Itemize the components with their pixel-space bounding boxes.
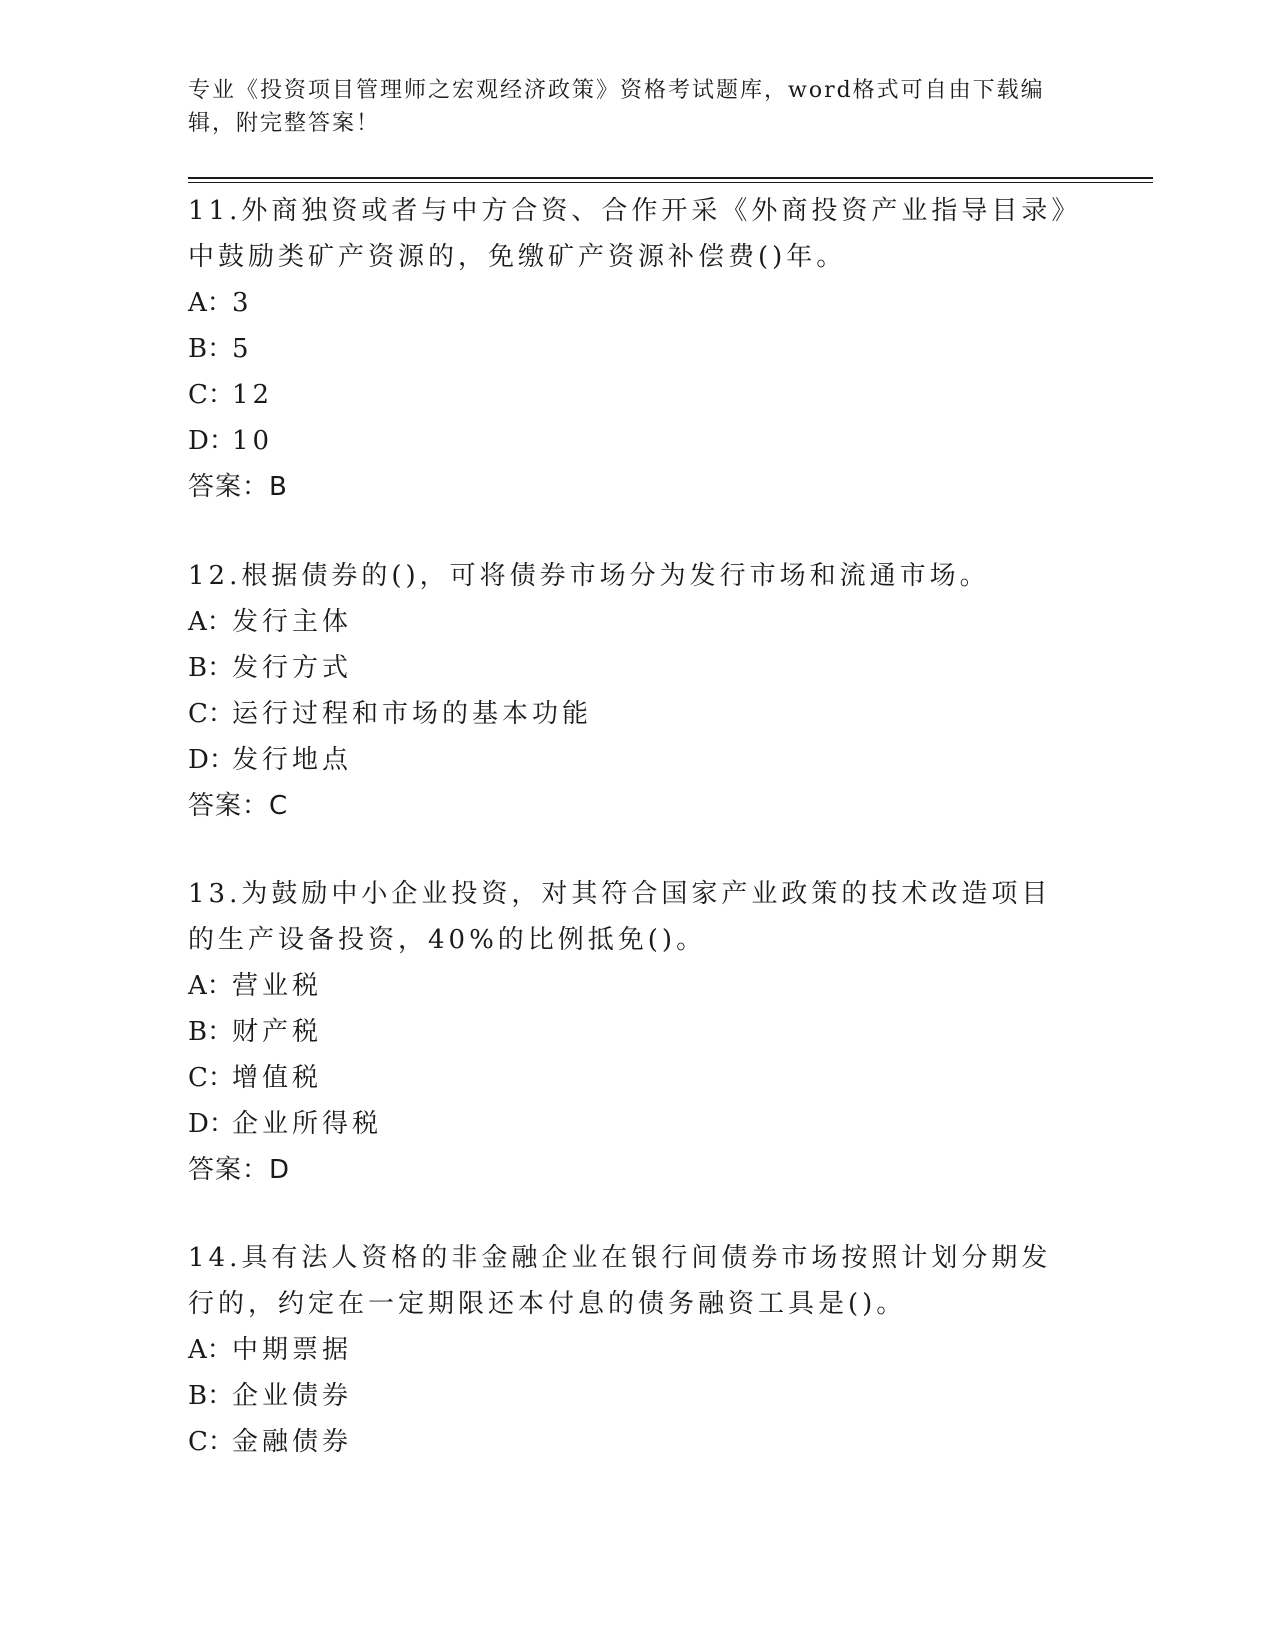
option-b [188, 1373, 1078, 1419]
option-d [188, 1101, 1078, 1147]
option-text: 12 [232, 380, 274, 410]
option-text: 金融债券 [232, 1427, 353, 1457]
header-rule-thin [188, 182, 1153, 183]
question-stem: 13.为鼓励中小企业投资，对其符合国家产业政策的技术改造项目的生产设备投资，40%的比例抵免()。 [188, 879, 1052, 955]
answer-line: 答案：D [188, 1155, 291, 1185]
option-key: A： [188, 971, 233, 1001]
option-text: 10 [232, 426, 274, 456]
option-a [188, 599, 1078, 645]
question-stem: 14.具有法人资格的非金融企业在银行间债券市场按照计划分期发行的，约定在一定期限还本付息的债务融资工具是()。 [188, 1243, 1052, 1319]
answer-line: 答案：C [188, 791, 289, 821]
option-key: B： [188, 653, 234, 683]
option-key: A： [188, 288, 233, 318]
option-text: 财产税 [232, 1017, 323, 1047]
option-b [188, 1009, 1078, 1055]
option-key: B： [188, 1017, 234, 1047]
option-key: C： [188, 1427, 234, 1457]
option-key: A： [188, 607, 233, 637]
option-text: 企业所得税 [232, 1109, 383, 1139]
question-11 [188, 188, 1078, 510]
header-rule-thick [188, 177, 1153, 179]
question-14 [188, 1235, 1078, 1465]
option-key: C： [188, 699, 234, 729]
option-text: 发行方式 [232, 653, 353, 683]
option-d [188, 737, 1078, 783]
question-12 [188, 553, 1078, 829]
option-key: D： [188, 745, 235, 775]
option-text: 发行地点 [232, 745, 353, 775]
option-text: 3 [232, 288, 253, 318]
option-text: 发行主体 [232, 607, 353, 637]
option-a [188, 280, 1078, 326]
option-c [188, 372, 1078, 418]
option-key: C： [188, 1063, 234, 1093]
option-a [188, 963, 1078, 1009]
option-text: 增值税 [232, 1063, 323, 1093]
answer-line: 答案：B [188, 472, 288, 502]
question-stem: 12.根据债券的()，可将债券市场分为发行市场和流通市场。 [188, 561, 990, 591]
option-a [188, 1327, 1078, 1373]
option-d [188, 418, 1078, 464]
option-key: D： [188, 1109, 235, 1139]
option-key: A： [188, 1335, 233, 1365]
option-text: 运行过程和市场的基本功能 [232, 699, 593, 729]
option-text: 企业债券 [232, 1381, 353, 1411]
option-c [188, 1055, 1078, 1101]
option-text: 5 [232, 334, 253, 364]
option-c [188, 1419, 1078, 1465]
question-13 [188, 871, 1078, 1193]
question-stem: 11.外商独资或者与中方合资、合作开采《外商投资产业指导目录》中鼓励类矿产资源的，免缴矿产资源补偿费()年。 [188, 196, 1069, 272]
option-b [188, 645, 1078, 691]
option-text: 中期票据 [232, 1335, 353, 1365]
document-header: 专业《投资项目管理师之宏观经济政策》资格考试题库，word格式可自由下载编辑，附完整答案！ [188, 78, 1045, 136]
option-key: B： [188, 1381, 234, 1411]
option-b [188, 326, 1078, 372]
option-key: B： [188, 334, 234, 364]
option-key: C： [188, 380, 234, 410]
option-key: D： [188, 426, 235, 456]
option-text: 营业税 [232, 971, 323, 1001]
option-c [188, 691, 1078, 737]
